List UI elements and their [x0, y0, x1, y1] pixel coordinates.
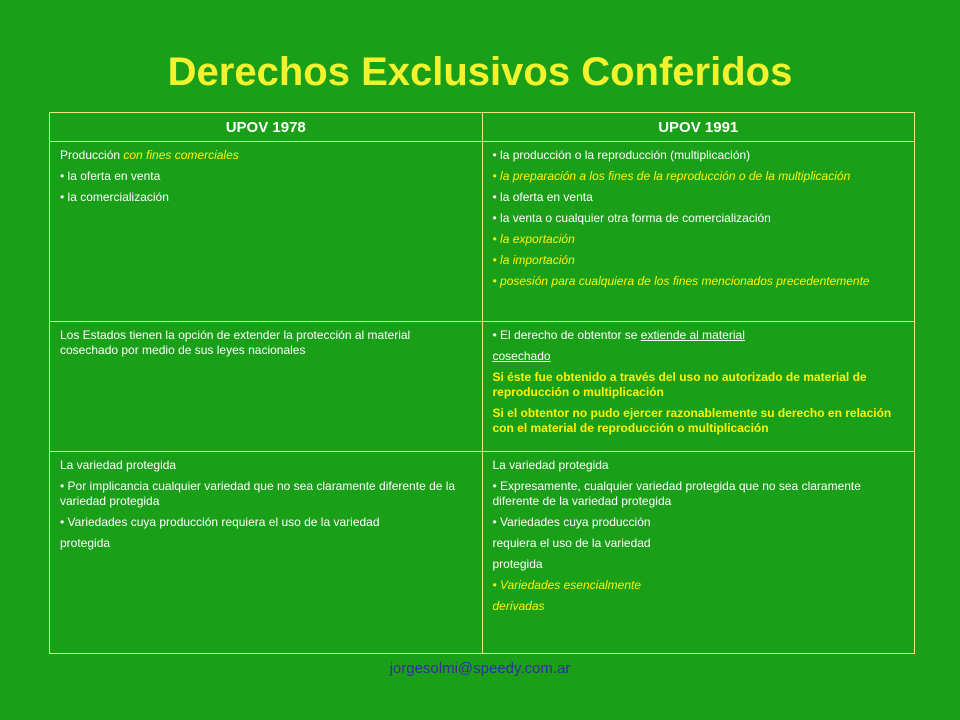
list-item: Si el obtentor no pudo ejercer razonablemente su derecho en relación con el material de reproducción o multiplicación	[492, 406, 892, 435]
list-item: • la venta o cualquier otra forma de comercialización	[492, 211, 771, 225]
table-row	[50, 322, 915, 452]
list-item: • la oferta en venta	[492, 190, 593, 204]
footer-email: jorgesolmi@speedy.com.ar	[389, 660, 571, 677]
cell-1978-rights	[50, 142, 483, 322]
cell-1991-variety	[482, 452, 915, 654]
table-header-row	[50, 113, 915, 142]
slide-title: Derechos Exclusivos Conferidos	[167, 50, 793, 94]
list-item: requiera el uso de la variedad	[492, 536, 651, 550]
list-item: • Variedades esencialmente	[492, 578, 642, 592]
list-item: • la oferta en venta	[60, 169, 161, 183]
list-item: derivadas	[492, 599, 545, 613]
list-item: Los Estados tienen la opción de extender la protección al material cosechado por medio de sus leyes nacionales	[60, 328, 411, 357]
header-upov-1978: UPOV 1978	[50, 113, 483, 142]
list-item: • la importación	[492, 253, 575, 267]
list-item: cosechado	[492, 349, 551, 363]
table-row	[50, 142, 915, 322]
list-item: • posesión para cualquiera de los fines mencionados precedentemente	[492, 274, 870, 288]
table-row	[50, 452, 915, 654]
header-upov-1991: UPOV 1991	[482, 113, 915, 142]
list-item: • la producción o la reproducción (multiplicación)	[492, 148, 751, 162]
list-item: • la preparación a los fines de la reproducción o de la multiplicación	[492, 169, 851, 183]
list-item: • Variedades cuya producción	[492, 515, 651, 529]
cell-1991-harvest	[482, 322, 915, 452]
list-item: Producción con fines comerciales	[60, 148, 239, 162]
cell-1978-variety	[50, 452, 483, 654]
cell-1991-rights	[482, 142, 915, 322]
list-item: • la comercialización	[60, 190, 169, 204]
list-item: Si éste fue obtenido a través del uso no autorizado de material de reproducción o multiplicación	[492, 370, 867, 399]
list-item: La variedad protegida	[60, 458, 177, 472]
comparison-table	[49, 112, 915, 654]
list-item: • Variedades cuya producción requiera el uso de la variedad	[60, 515, 380, 529]
list-item: • la exportación	[492, 232, 575, 246]
list-item: protegida	[492, 557, 543, 571]
cell-1978-harvest	[50, 322, 483, 452]
list-item: • Expresamente, cualquier variedad protegida que no sea claramente diferente de la variedad protegida	[492, 479, 861, 508]
list-item: • Por implicancia cualquier variedad que no sea claramente diferente de la variedad protegida	[60, 479, 456, 508]
list-item: La variedad protegida	[492, 458, 609, 472]
list-item: protegida	[60, 536, 111, 550]
list-item: • El derecho de obtentor se extiende al material	[492, 328, 745, 342]
